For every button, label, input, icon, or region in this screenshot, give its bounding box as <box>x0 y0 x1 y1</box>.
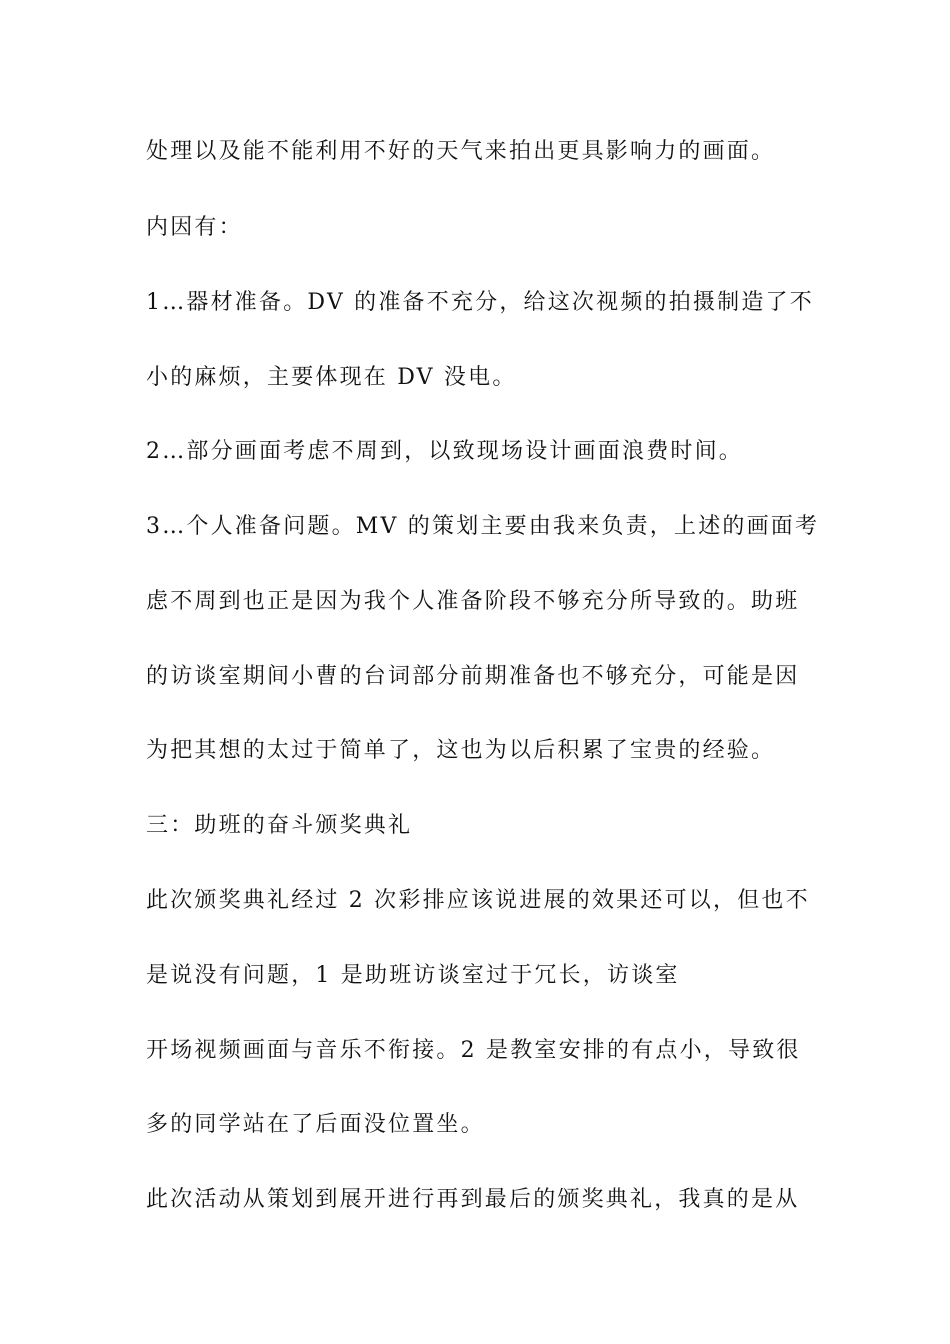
text-line: 此次活动从策划到展开进行再到最后的颁奖典礼，我真的是从 <box>146 1187 800 1212</box>
text-line: 的访谈室期间小曹的台词部分前期准备也不够充分，可能是因 <box>146 664 800 689</box>
text-line: 2…部分画面考虑不周到，以致现场设计画面浪费时间。 <box>146 439 743 464</box>
text-line: 是说没有问题，1 是助班访谈室过于冗长，访谈室 <box>146 963 680 988</box>
text-line: 多的同学站在了后面没位置坐。 <box>146 1112 485 1137</box>
text-line: 为把其想的太过于简单了，这也为以后积累了宝贵的经验。 <box>146 738 776 763</box>
text-line: 3…个人准备问题。MV 的策划主要由我来负责，上述的画面考 <box>146 514 820 539</box>
section-heading: 三：助班的奋斗颁奖典礼 <box>146 813 413 838</box>
text-line: 内因有： <box>146 215 243 240</box>
text-line: 开场视频画面与音乐不衔接。2 是教室安排的有点小，导致很 <box>146 1038 801 1063</box>
text-line: 虑不周到也正是因为我个人准备阶段不够充分所导致的。助班 <box>146 589 800 614</box>
text-line: 小的麻烦，主要体现在 DV 没电。 <box>146 365 517 390</box>
text-line: 处理以及能不能利用不好的天气来拍出更具影响力的画面。 <box>146 139 776 164</box>
text-line: 此次颁奖典礼经过 2 次彩排应该说进展的效果还可以，但也不 <box>146 888 810 913</box>
text-line: 1…器材准备。DV 的准备不充分，给这次视频的拍摄制造了不 <box>146 290 814 315</box>
